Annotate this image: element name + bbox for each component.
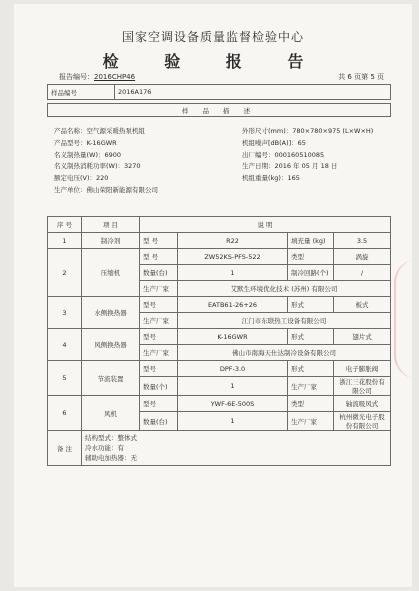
cell-label: 型号: [140, 329, 178, 345]
row-no: 4: [48, 329, 82, 361]
param-left: 生产单位：佛山荣阳新能源有限公司: [54, 185, 158, 194]
param-left: 名义制热量(W)：6900: [54, 150, 122, 159]
cell-value: 轴流吸风式: [334, 396, 391, 412]
cell-label: 生产厂家: [288, 377, 334, 396]
param-row: [54, 185, 394, 197]
sample-params: [54, 126, 394, 197]
col-header-desc: 说 明: [140, 217, 391, 233]
param-row: [54, 138, 394, 150]
param-left: 名义制热消耗功率(W)：3270: [54, 162, 141, 171]
table-row: [48, 361, 391, 377]
cell-value: 涡旋: [334, 249, 391, 265]
section-header: [47, 103, 391, 117]
sample-number-table: [47, 84, 391, 100]
cell-label: 数量(台): [140, 412, 178, 431]
param-right: 机组噪声[dB(A)]：65: [242, 138, 306, 147]
row-no: 3: [48, 297, 82, 329]
cell-value: 3.5: [334, 233, 391, 249]
cell-label: 数量(个): [140, 377, 178, 396]
cell-value: 电子膨胀阀: [334, 361, 391, 377]
row-no: 2: [48, 249, 82, 297]
table-row: [48, 233, 391, 249]
cell-label: 型号: [140, 361, 178, 377]
col-header-item: 项 目: [82, 217, 140, 233]
cell-label: 形式: [288, 297, 334, 313]
cell-value: 艾默生环境优化技术 (苏州) 有限公司: [178, 281, 391, 297]
cell-value: R22: [178, 233, 288, 249]
row-item: 风机: [82, 396, 140, 431]
param-left: 额定电压(V)：220: [54, 174, 109, 183]
report-number-value: 2016CHP46: [94, 73, 136, 81]
cell-value: EATB61-26+26: [178, 297, 288, 313]
cell-label: 形式: [288, 329, 334, 345]
row-item: 风侧换热器: [82, 329, 140, 361]
cell-label: 型 号: [140, 233, 178, 249]
report-page: [14, 4, 412, 587]
cell-value: DPF-3.0: [178, 361, 288, 377]
param-left: 产品名称：空气源采暖热泵机组: [54, 127, 145, 135]
cell-value: K-16GWR: [178, 329, 288, 345]
cell-label: 型号: [140, 297, 178, 313]
remarks-content: [82, 431, 391, 466]
row-item: 制冷剂: [82, 233, 140, 249]
param-right: 生产日期：2016 年 05 月 18 日: [242, 162, 338, 171]
param-left: 产品型号：K-16GWR: [54, 138, 117, 147]
sample-number-value: 2016A176: [115, 85, 391, 100]
cell-value: 翅片式: [334, 329, 391, 345]
param-right: 机组重量(kg)：165: [242, 174, 300, 183]
param-right: 外形尺寸(mm)：780×780×975 (L×W×H): [242, 127, 374, 135]
cell-label: 数量(台): [140, 265, 178, 281]
seal-stamp: [394, 259, 418, 379]
document-title: 检 验 报 告: [102, 52, 324, 71]
cell-value: ZW52KS-PFS-522: [178, 249, 288, 265]
cell-label: 生产厂家: [288, 412, 334, 431]
cell-value: 1: [178, 412, 288, 431]
cell-label: 生产厂家: [140, 281, 178, 297]
table-header-row: [48, 217, 391, 233]
cell-value: 杭州微光电子股份有限公司: [334, 412, 391, 431]
param-row: [54, 150, 394, 162]
remark-line: 辅助电加热器：无: [85, 454, 137, 462]
cell-label: 形式: [288, 361, 334, 377]
cell-value: 1: [178, 377, 288, 396]
report-number: [59, 72, 135, 82]
table-row: [48, 249, 391, 265]
cell-label: 型 号: [140, 249, 178, 265]
remarks-row: [48, 431, 391, 466]
cell-label: 类型: [288, 249, 334, 265]
cell-label: 类型: [288, 396, 334, 412]
cell-label: 填充量 (kg): [288, 233, 334, 249]
cell-label: 制冷回路(个): [288, 265, 334, 281]
cell-label: 生产厂家: [140, 345, 178, 361]
cell-value: 佛山市南海天仕达制冷设备有限公司: [178, 345, 391, 361]
component-table: [47, 216, 391, 466]
col-header-no: 序 号: [48, 217, 82, 233]
org-title: 国家空调设备质量监督检验中心: [121, 30, 304, 44]
row-no: 6: [48, 396, 82, 431]
cell-value: 板式: [334, 297, 391, 313]
cell-value: 1: [178, 265, 288, 281]
sample-number-label: 样品编号: [48, 85, 115, 100]
remarks-label: 备 注: [48, 431, 82, 466]
param-row: [54, 173, 394, 185]
row-no: 1: [48, 233, 82, 249]
report-number-label: 报告编号：: [59, 73, 94, 81]
param-row: [54, 126, 394, 138]
table-row: [48, 329, 391, 345]
row-item: 水侧换热器: [82, 297, 140, 329]
cell-value: 江门市东联热工设备有限公司: [178, 313, 391, 329]
page-info: 共 6 页第 5 页: [338, 73, 384, 81]
row-no: 5: [48, 361, 82, 396]
section-title: 样 品 描 述: [48, 104, 391, 117]
param-row: [54, 161, 394, 173]
row-item: 节流装置: [82, 361, 140, 396]
table-row: [48, 297, 391, 313]
row-item: 压缩机: [82, 249, 140, 297]
remark-line: 结构型式：整体式: [85, 434, 137, 442]
cell-value: 浙江三花股份有限公司: [334, 377, 391, 396]
cell-label: 型号: [140, 396, 178, 412]
param-right: 出厂编号：000160510085: [242, 150, 325, 159]
cell-value: YWF-6E-500S: [178, 396, 288, 412]
remark-line: 冷水功能：有: [85, 444, 124, 452]
cell-value: /: [334, 265, 391, 281]
table-row: [48, 396, 391, 412]
cell-label: 生产厂家: [140, 313, 178, 329]
